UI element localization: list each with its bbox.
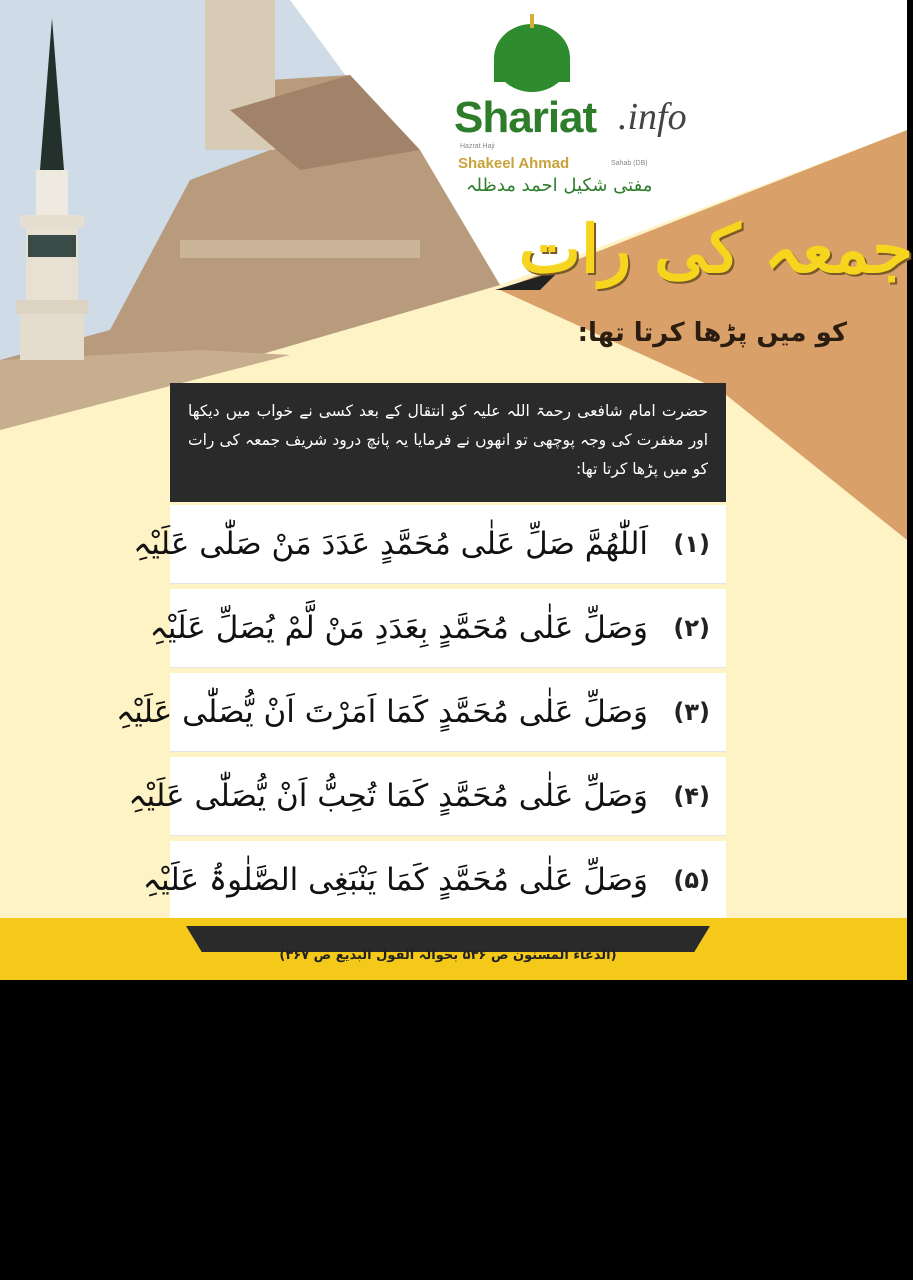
- minaret-band: [28, 235, 76, 257]
- minaret-balcony-2: [16, 300, 88, 314]
- durood-row: [142, 841, 726, 920]
- durood-row: [115, 673, 726, 752]
- durood-number: (۴): [673, 782, 710, 810]
- logo-caption: Hazrat Haji: [460, 143, 495, 150]
- durood-number: (۲): [673, 614, 710, 642]
- logo-name: Shakeel Ahmad: [458, 155, 570, 172]
- durood-text: اَللّٰھُمَّ صَلِّ عَلٰی مُحَمَّدٍ عَدَدَ مَنْ صَلّٰی عَلَیْہِ: [133, 526, 648, 562]
- logo-urdu-name: مفتی شکیل احمد مدظلہ: [466, 175, 653, 196]
- durood-row: [128, 757, 726, 836]
- durood-list: [115, 505, 726, 925]
- durood-text: وَصَلِّ عَلٰی مُحَمَّدٍ بِعَدَدِ مَنْ لَّمْ یُصَلِّ عَلَیْہِ: [149, 610, 648, 646]
- durood-text: وَصَلِّ عَلٰی مُحَمَّدٍ کَمَا اَمَرْتَ اَنْ یُّصَلّٰی عَلَیْہِ: [115, 694, 648, 730]
- durood-number: (۳): [673, 698, 710, 726]
- logo-brand: Shariat: [454, 93, 597, 142]
- durood-text: وَصَلِّ عَلٰی مُحَمَّدٍ کَمَا یَنْبَغِی الصَّلٰوۃُ عَلَیْہِ: [142, 862, 648, 898]
- minaret-base: [20, 314, 84, 360]
- poster-title: جمعہ کی رات: [518, 210, 913, 288]
- logo-name-suffix: Sahab (DB): [611, 160, 648, 167]
- minaret-balcony-1: [20, 215, 84, 227]
- poster-subtitle: کو میں پڑھا کرتا تھا:: [577, 318, 847, 348]
- reference-text: (الدعاء المسنون ص ۵۳۶ بحوالہ القول البدیع ص ۳۶۷): [279, 948, 617, 963]
- logo-domain: .info: [618, 96, 687, 138]
- durood-row: [149, 589, 726, 668]
- durood-number: (۵): [673, 866, 710, 894]
- durood-text: وَصَلِّ عَلٰی مُحَمَّدٍ کَمَا تُحِبُّ اَنْ یُّصَلّٰی عَلَیْہِ: [128, 778, 648, 814]
- black-area: [0, 980, 907, 1280]
- photo-ledge: [180, 240, 420, 258]
- durood-row: [133, 505, 726, 584]
- intro-paragraph: حضرت امام شافعی رحمۃ اللہ علیہ کو انتقال کے بعد کسی نے خواب میں دیکھا اور مغفرت کی وجہ پوچھی تو انھوں نے فرمایا یہ پانچ درود شریف جمعہ کی رات کو میں پڑھا کرتا تھا:: [170, 383, 726, 502]
- durood-number: (۱): [673, 530, 710, 558]
- minaret-upper: [36, 170, 68, 220]
- site-logo: [448, 15, 708, 205]
